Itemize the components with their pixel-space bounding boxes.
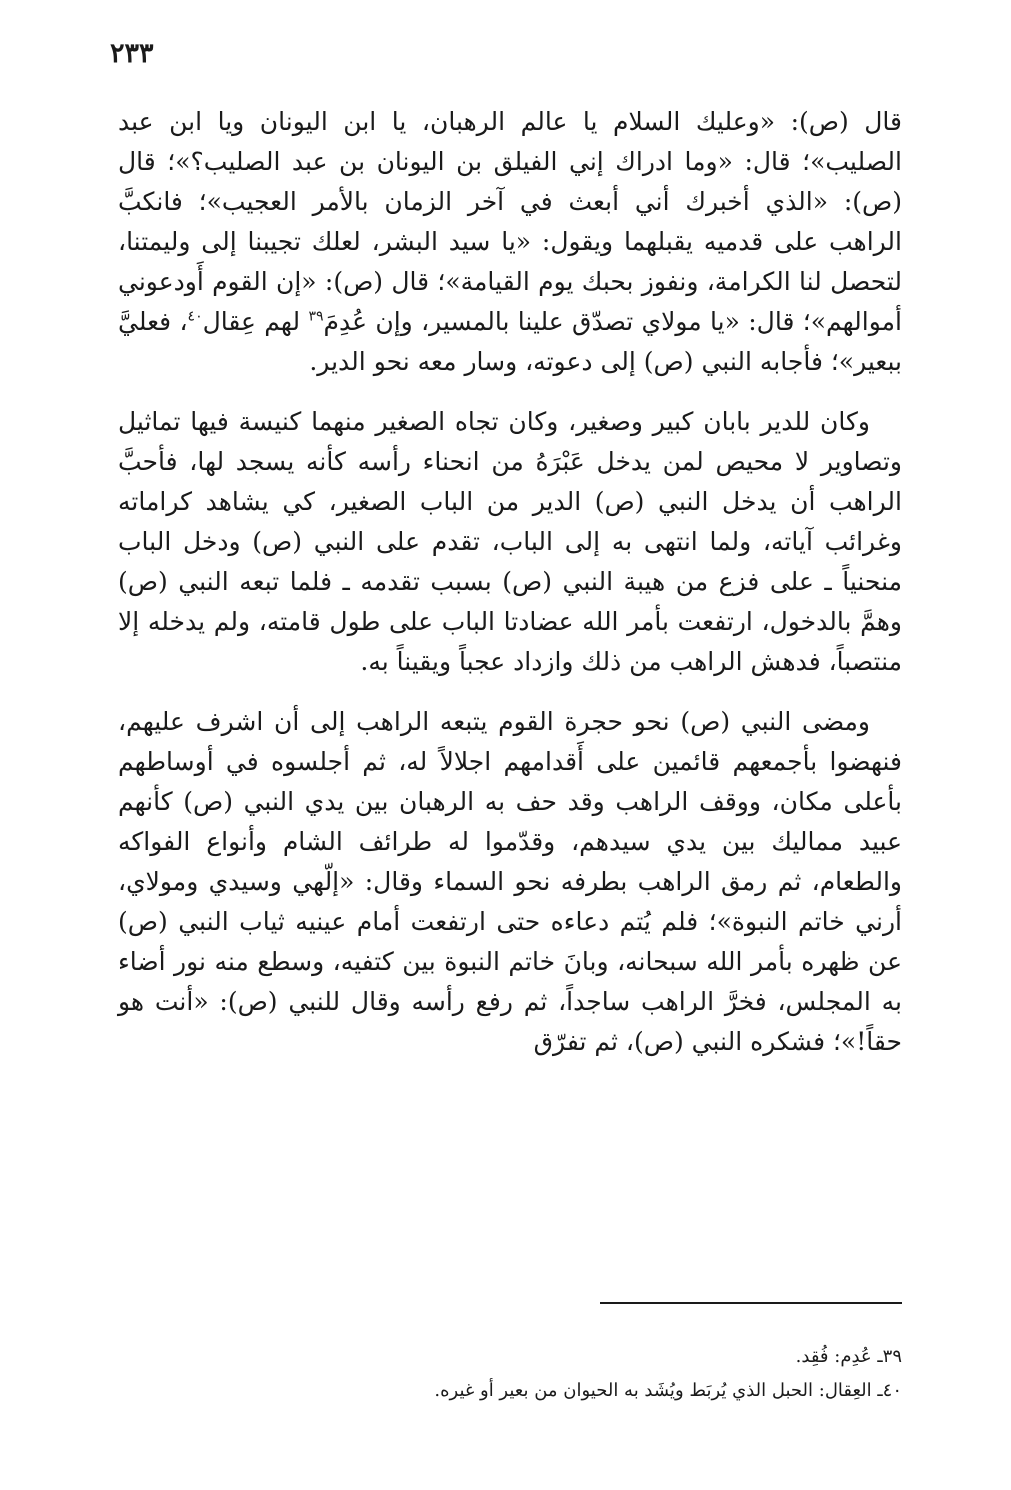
paragraph: ومضى النبي (ص) نحو حجرة القوم يتبعه الراهب إلى أن اشرف عليهم، فنهضوا بأجمعهم قائمين على أَقدامهم اجلالاً له، ثم أجلسوه في أوساطهم بأعلى مكان، ووقف الراهب وقد حف به الرهبان بين يدي النبي (ص) كأنهم عبيد مماليك بين يدي سيدهم، وقدّموا له طرائف الشام وأنواع الفواكه والطعام، ثم رمق الراهب بطرفه نحو السماء وقال: «إلّهي وسيدي ومولاي، أرني خاتم النبوة»؛ فلم يُتم دعاءه حتى ارتفعت أمام عينيه ثياب النبي (ص) عن ظهره بأمر الله سبحانه، وبانَ خاتم النبوة بين كتفيه، وسطع منه نور أضاء به المجلس، فخرَّ الراهب ساجداً، ثم رفع رأسه وقال للنبي (ص): «أنت هو حقاً!»؛ فشكره النبي (ص)، ثم تفرّق [118,707,902,1056]
paragraph [118,102,902,382]
paragraph-1-text-b: لهم عِقال [202,307,309,336]
body-text [118,102,902,1062]
paragraph-1-text-a: قال (ص): «وعليك السلام يا عالم الرهبان، يا ابن اليونان ويا ابن عبد الصليب»؛ قال: «وما ادراك إني الفيلق بن اليونان بن عبد الصليب؟»؛ قال (ص): «الذي أخبرك أني أبعث في آخر الزمان بالأمر العجيب»؛ فانكبَّ الراهب على قدميه يقبلهما ويقول: «يا سيد البشر، لعلك تجيبنا إلى وليمتنا، لتحصل لنا الكرامة، ونفوز بحبك يوم القيامة»؛ قال (ص): «إن القوم أَودعوني أموالهم»؛ قال: «يا مولاي تصدّق علينا بالمسير، وإن عُدِمَ [118,107,902,336]
footnote-39: ٣٩ـ عُدِم: فُقِد. [795,1346,902,1367]
footnote-ref-39: ٣٩ [308,308,324,325]
footnote-40: ٤٠ـ العِقال: الحبل الذي يُربَط ويُشَد به الحيوان من بعير أو غيره. [434,1380,902,1401]
footnote-ref-40: ٤٠ [187,308,203,325]
paragraph-1-text-c: ، فعليَّ ببعير»؛ فأجابه النبي (ص) إلى دعوته، وسار معه نحو الدير. [118,307,902,376]
paragraph: وكان للدير بابان كبير وصغير، وكان تجاه الصغير منهما كنيسة فيها تماثيل وتصاوير لا محيص لمن يدخل عَبْرَهُ من انحناء رأسه كأنه يسجد لها، فأحبَّ الراهب أن يدخل النبي (ص) الدير من الباب الصغير، كي يشاهد كراماته وغرائب آياته، ولما انتهى به إلى الباب، تقدم على النبي (ص) ودخل الباب منحنياً ـ على فزع من هيبة النبي (ص) بسبب تقدمه ـ فلما تبعه النبي (ص) وهمَّ بالدخول، ارتفعت بأمر الله عضادتا الباب على طول قامته، ولم يدخله إلا منتصباً، فدهش الراهب من ذلك وازداد عجباً ويقيناً به. [118,407,902,676]
page-number: ٢٣٣ [110,38,154,69]
footnote-divider [600,1302,902,1304]
footnotes [300,1340,902,1408]
